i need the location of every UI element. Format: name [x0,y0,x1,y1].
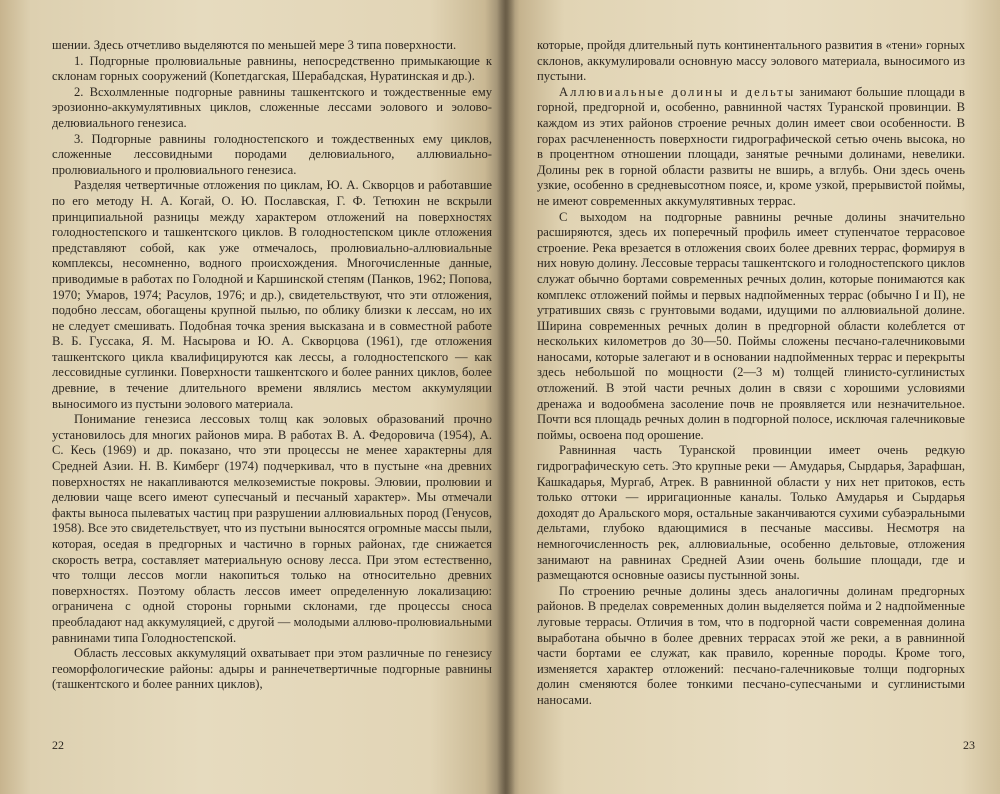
paragraph: С выходом на подгорные равнины речные долины значительно расширяются, здесь их поперечный профиль имеет ступенчатое террасовое строение. Река врезается в отложения своих более древних террас, формируя в них новую долину. Лессовые террасы ташкентского и голодностепского циклов служат обычно бортами современных речных долин, которые понимаются как комплекс отложений поймы и первых надпойменных террас (обычно I и II), не утративших связь с грунтовыми водами, идущими по аллювиальной долине. Ширина современных речных долин в предгорной области колеблется от нескольких километров до 30—50. Поймы сложены песчано-галечниковыми наносами, которые залегают и в основании надпойменных террас и перекрыты здесь небольшой по мощности (2—3 м) толщей глинисто-суглинистых отложений. В этой части речных долин в связи с хорошими условиями дренажа и водообмена засоление почв не проявляется или незначительное. Почти вся площадь речных долин в подгорной полосе, исключая галечниковые поймы, освоена под орошение. [537,209,965,442]
paragraph: 3. Подгорные равнины голодностепского и тождественных ему циклов, сложенные лессовидными породами делювиального, аллювиально-пролювиального и пролювиального генезиса. [52,131,492,177]
page-number: 22 [52,738,64,752]
page-number: 23 [963,738,975,752]
paragraph: 2. Всхолмленные подгорные равнины ташкентского и тождественные ему эрозионно-аккумулятивных циклов, сложенные лессами эолового и эолово-делювиального генезиса. [52,84,492,130]
paragraph: Понимание генезиса лессовых толщ как эоловых образований прочно установилось для многих районов мира. В работах В. А. Федоровича (1954), А. С. Кесь (1969) и др. показано, что эти процессы не менее характерны для Средней Азии. Н. В. Кимберг (1974) подчеркивал, что в пустыне «на древних поверхностях не накапливаются мелкоземистые покровы. Элювии, пролювии и делювии чаще всего имеют супесчаный и песчаный характер». Мы отмечали факты выноса пылеватых частиц при разрушении аллювиальных пород (Генусов, 1958). Все это свидетельствует, что из пустыни выносятся огромные массы пыли, которая, оседая в предгорных и частично в горных районах, где снижается скорость ветра, составляет материальную основу лесса. При этом естественно, что толщи лессов могли накопиться только на относительно древних поверхностях. Поэтому область лессов имеет определенную локализацию: ограничена с одной стороны горными склонами, где процессы сноса преобладают над аккумуляцией, с другой — молодыми аллюво-пролювиальными равнинами типа Голодностепской. [52,412,492,645]
spaced-lead-phrase: Аллювиальные долины и дельты [559,84,796,99]
book-gutter [497,0,515,794]
right-page-text [537,38,965,709]
paragraph: Область лессовых аккумуляций охватывает при этом различные по генезису геоморфологические районы: адыры и раннечетвертичные подгорные равнины (ташкентского и более ранних циклов), [52,646,492,692]
paragraph: По строению речные долины здесь аналогичны долинам предгорных районов. В пределах современных долин выделяется пойма и 2 надпойменные луговые террасы. Отличия в том, что в подгорной части современная долина выработана обычно в более древних террасах этой же реки, а в равнинной части бортами ее служат, как правило, коренные породы. Кроме того, изменяется характер отложений: песчано-галечниковые толщи подгорных долин сменяются более тонкими песчано-супесчаными и суглинистыми наносами. [537,583,965,707]
paragraph: Равнинная часть Туранской провинции имеет очень редкую гидрографическую сеть. Это крупные реки — Амударья, Сырдарья, Зарафшан, Кашкадарья, Мургаб, Атрек. В равнинной области у них нет притоков, есть только оттоки — ирригационные каналы. Только Амударья и Сырдарья доходят до Аральского моря, остальные заканчиваются сухими субаэральными дельтами, глубоко вдающимися в песчаные массивы. Несмотря на немногочисленность рек, аллювиальные, особенно дельтовые, отложения занимают на равнинах Средней Азии очень большие площади, где и размещаются основные оазисы пустынной зоны. [537,443,965,583]
left-page-text [52,38,492,693]
paragraph-text: занимают большие площади в горной, предгорной и, особенно, равнинной частях Туранской провинции. В каждом из этих районов строение речных долин имеет свои особенности. В горах расчлененность поверхности гидрографической сетью очень высока, но в процентном отношении площади, занятые речными долинами, невелики. Долины рек в горной области развиты не вширь, а вглубь. Они здесь очень узкие, особенно в средневысотном поясе, и, кроме узкой, прерывистой поймы, не имеют современных аккумулятивных террас. [537,84,965,208]
right-page [505,0,1000,794]
paragraph: шении. Здесь отчетливо выделяются по меньшей мере 3 типа поверхности. [52,38,457,52]
paragraph: Разделяя четвертичные отложения по циклам, Ю. А. Скворцов и работавшие по его методу Н. А. Когай, О. Ю. Пославская, Г. Ф. Тетюхин не вскрыли принципиальной разницы между характером отложений на поверхностях голодностепского и ташкентского циклов. В голодностепском цикле отложения представляют собой, как уже отмечалось, пролювиально-аллювиальные комплексы, несомненно, водного происхождения. Многочисленные данные, приводимые в работах по Голодной и Каршинской степям (Панков, 1962; Попова, 1970; Умаров, 1974; Расулов, 1976; и др.), свидетельствуют, что эти отложения, подобно лессам, обогащены крупной пылью, по облику близки к лессам, но их не следует смешивать. Подобная точка зрения высказана и в совместной работе В. Б. Гуссака, Я. М. Насырова и Ю. А. Скворцова (1961), где отложения ташкентского цикла квалифицируются как лессы, а голодностепского — как лессовидные суглинки. Поверхности ташкентского и более ранних циклов, более древние, в течение длительного времени являлись местом аккумуляции выносимого из пустыни эолового материала. [52,178,492,411]
paragraph: 1. Подгорные пролювиальные равнины, непосредственно примыкающие к склонам горных сооружений (Копетдагская, Шерабадская, Нуратинская и др.). [52,53,492,84]
paragraph: которые, пройдя длительный путь континентального развития в «тени» горных склонов, аккумулировали основную массу эолового материала, выносимого из пустыни. [537,38,965,84]
paragraph [537,85,965,210]
